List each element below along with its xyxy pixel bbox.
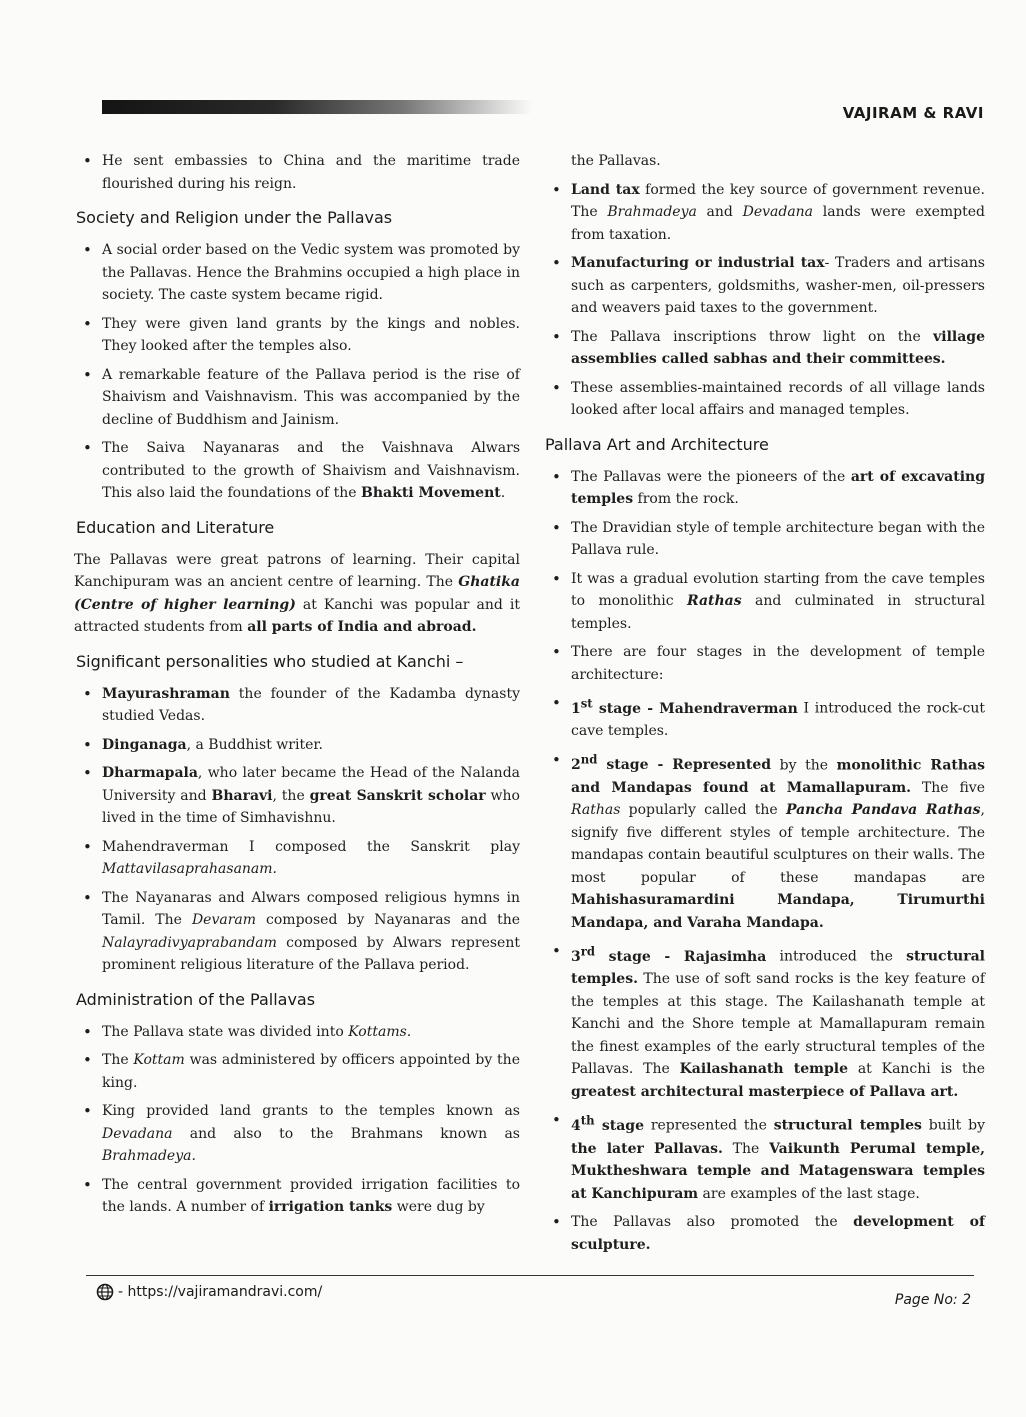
page-number: Page No: 2: [894, 1292, 971, 1308]
list-item: • 4th stage represented the structural temples built by the later Pallavas. The Vaikunth Perumal temple, Muktheshwara temple and Matagenswara temples at Kanchipuram are examples of the last stage.: [541, 1109, 985, 1205]
list-item: • They were given land grants by the kings and nobles. They looked after the temples also.: [72, 313, 520, 358]
society-heading: Society and Religion under the Pallavas: [76, 208, 393, 227]
footer-divider: [86, 1275, 974, 1276]
list-item: • He sent embassies to China and the maritime trade flourished during his reign.: [72, 150, 520, 195]
list-item: • These assemblies-maintained records of all village lands looked after local affairs and managed temples.: [541, 377, 985, 422]
right-column: [541, 150, 985, 1262]
list-item: • There are four stages in the development of temple architecture:: [541, 641, 985, 686]
list-item: • The Nayanaras and Alwars composed religious hymns in Tamil. The Devaram composed by Nayanaras and the Nalayradivyaprabandam composed by Alwars represent prominent religious literature of the Pallava period.: [72, 887, 520, 977]
list-item: • The Dravidian style of temple architecture began with the Pallava rule.: [541, 517, 985, 562]
globe-icon: [96, 1283, 114, 1301]
art-list: [541, 466, 985, 1257]
society-list: [72, 239, 520, 505]
list-item: • The Pallava inscriptions throw light on the village assemblies called sabhas and their committees.: [541, 326, 985, 371]
education-heading: Education and Literature: [76, 517, 275, 537]
list-item: • Dharmapala, who later became the Head of the Nalanda University and Bharavi, the great Sanskrit scholar who lived in the time of Simhavishnu.: [72, 762, 520, 830]
list-item: • Dinganaga, a Buddhist writer.: [72, 734, 520, 757]
administration-heading: Administration of the Pallavas: [76, 989, 316, 1009]
list-item: • A remarkable feature of the Pallava period is the rise of Shaivism and Vaishnavism. This was accompanied by the decline of Buddhism and Jainism.: [72, 364, 520, 432]
website-link[interactable]: - https://vajiramandravi.com/: [118, 1284, 323, 1300]
list-item: • Mahendraverman I composed the Sanskrit play Mattavilasaprahasanam.: [72, 836, 520, 881]
footer-website[interactable]: [96, 1283, 322, 1301]
list-item: • It was a gradual evolution starting from the cave temples to monolithic Rathas and culminated in structural temples.: [541, 568, 985, 636]
art-heading: Pallava Art and Architecture: [545, 434, 769, 454]
list-item: • Land tax formed the key source of government revenue. The Brahmadeya and Devadana lands were exempted from taxation.: [541, 179, 985, 247]
personalities-list: [72, 683, 520, 977]
list-item: • 1st stage - Mahendraverman I introduced the rock-cut cave temples.: [541, 692, 985, 743]
left-column: [72, 150, 520, 1225]
revenue-list: [541, 179, 985, 422]
education-paragraph: The Pallavas were great patrons of learning. Their capital Kanchipuram was an ancient centre of learning. The Ghatika (Centre of higher learning) at Kanchi was popular and it attracted students from all parts of India and abroad.: [74, 551, 520, 635]
list-item: • King provided land grants to the temples known as Devadana and also to the Brahmans known as Brahmadeya.: [72, 1100, 520, 1168]
list-item: • The Pallava state was divided into Kottams.: [72, 1021, 520, 1044]
list-item: • Mayurashraman the founder of the Kadamba dynasty studied Vedas.: [72, 683, 520, 728]
list-item: • The central government provided irrigation facilities to the lands. A number of irrigation tanks were dug by: [72, 1174, 520, 1219]
list-item: • The Pallavas were the pioneers of the art of excavating temples from the rock.: [541, 466, 985, 511]
list-item: • A social order based on the Vedic system was promoted by the Pallavas. Hence the Brahmins occupied a high place in society. The caste system became rigid.: [72, 239, 520, 307]
list-item: • The Saiva Nayanaras and the Vaishnava Alwars contributed to the growth of Shaivism and Vaishnavism. This also laid the foundations of the Bhakti Movement.: [72, 437, 520, 505]
header-bar: [102, 100, 532, 114]
intro-list: [72, 150, 520, 195]
list-item: • 2nd stage - Represented by the monolithic Rathas and Mandapas found at Mamallapuram. The five Rathas popularly called the Pancha Pandava Rathas, signify five different styles of temple architecture. The mandapas contain beautiful sculptures on their walls. The most popular of these mandapas are Mahishasuramardini Mandapa, Tirumurthi Mandapa, and Varaha Mandapa.: [541, 749, 985, 935]
list-item: • The Kottam was administered by officers appointed by the king.: [72, 1049, 520, 1094]
list-item: • Manufacturing or industrial tax- Traders and artisans such as carpenters, goldsmiths, washer-men, oil-pressers and weavers paid taxes to the government.: [541, 252, 985, 320]
continued-text: the Pallavas.: [571, 153, 661, 169]
list-item: • 3rd stage - Rajasimha introduced the structural temples. The use of soft sand rocks is the key feature of the temples at this stage. The Kailashanath temple at Kanchi and the Shore temple at Mamallapuram remain the finest examples of the early structural temples of the Pallavas. The Kailashanath temple at Kanchi is the greatest architectural masterpiece of Pallava art.: [541, 940, 985, 1103]
administration-list: [72, 1021, 520, 1219]
brand-name: VAJIRAM & RAVI: [842, 104, 984, 122]
personalities-heading: Significant personalities who studied at Kanchi –: [76, 651, 464, 671]
list-item: • The Pallavas also promoted the development of sculpture.: [541, 1211, 985, 1256]
